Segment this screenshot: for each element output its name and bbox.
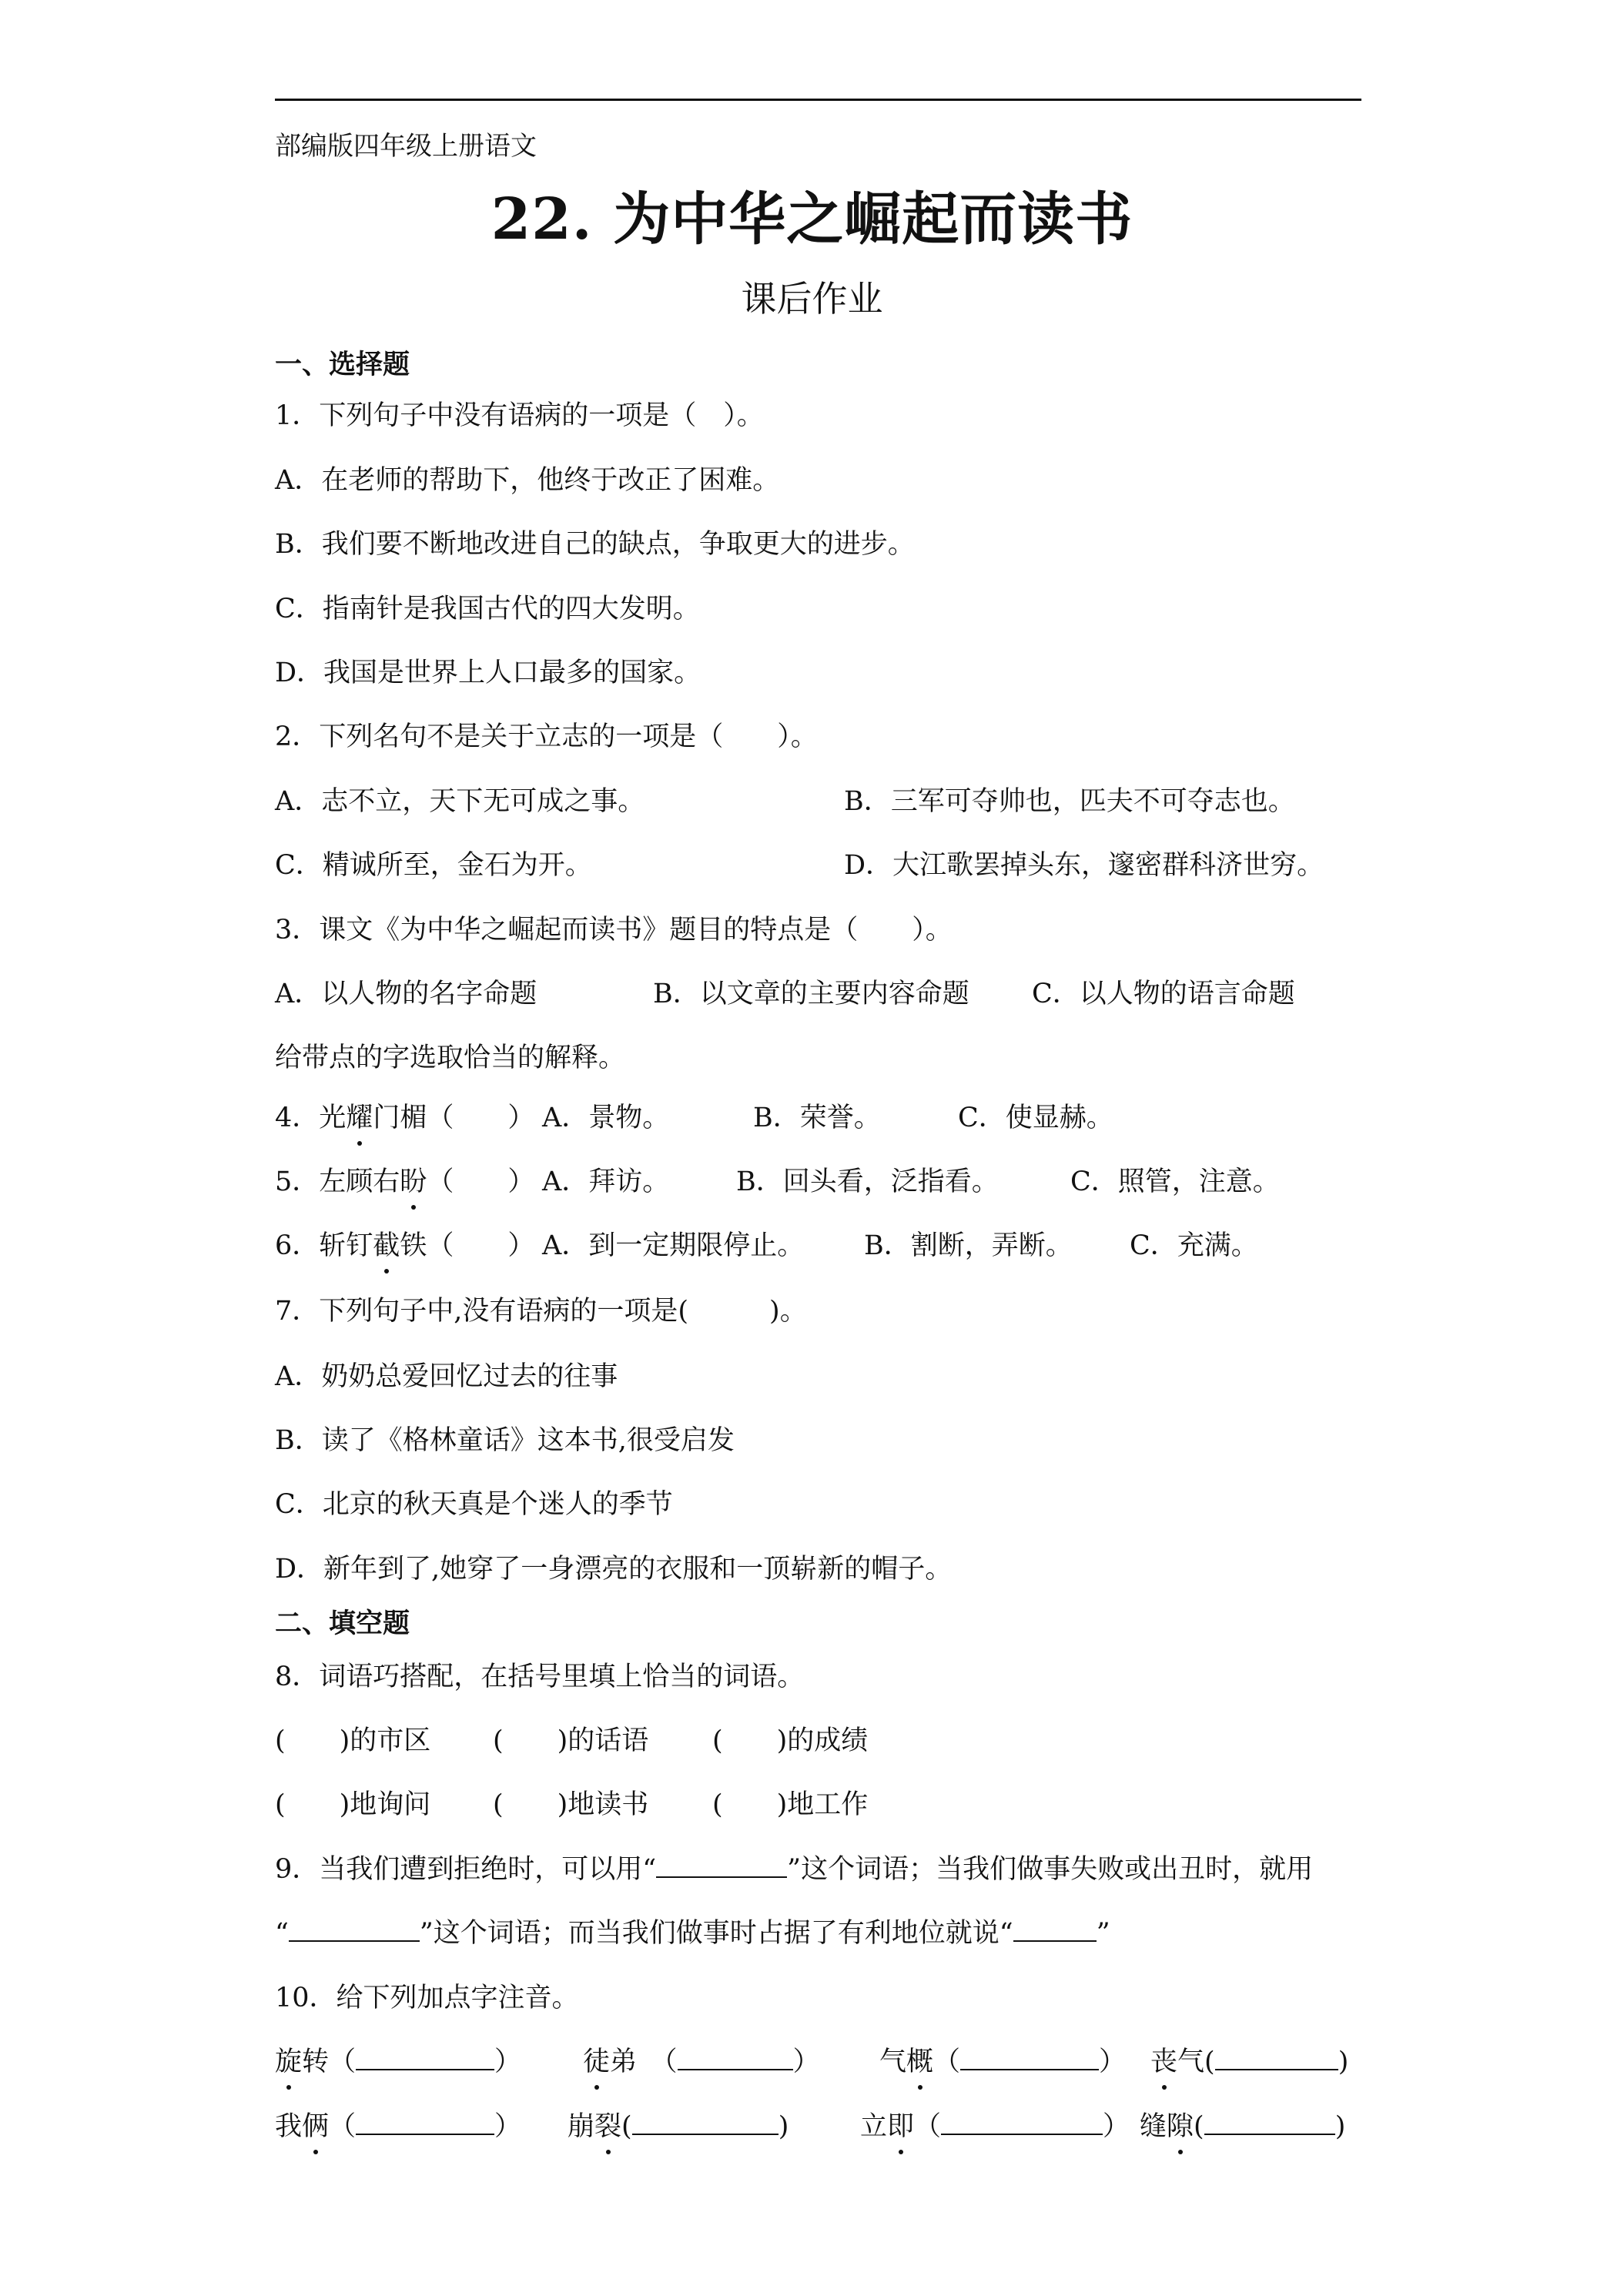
- paren-open: （: [664, 2047, 678, 2077]
- question-8-item-4: ( )地询问: [275, 1789, 431, 1820]
- question-2-option-b: B．三军可夺帅也，匹夫不可夺志也。: [844, 786, 1295, 817]
- paren-close: ): [778, 2111, 789, 2142]
- question-7-stem: 7．下列句子中,没有语病的一项是( )。: [275, 1296, 807, 1327]
- question-4-option-c: C．使显赫。: [958, 1103, 1113, 1133]
- paren-open: (: [1204, 2047, 1215, 2077]
- question-1-option-b: B．我们要不断地改进自己的缺点，争取更大的进步。: [275, 529, 915, 560]
- paren-close: ): [1338, 2047, 1349, 2077]
- question-9-text-5: ”: [1096, 1918, 1110, 1949]
- question-3-stem: 3．课文《为中华之崛起而读书》题目的特点是（ ）。: [275, 915, 953, 946]
- question-8-item-5: ( )地读书: [493, 1789, 649, 1820]
- question-8-item-3: ( )的成绩: [712, 1725, 869, 1756]
- page-subtitle: 课后作业: [741, 278, 883, 320]
- question-10-word-part: 气: [879, 2047, 907, 2077]
- question-6-option-b: B．割断，弄断。: [864, 1230, 1073, 1261]
- question-8-item-6: ( )地工作: [712, 1789, 869, 1820]
- section-title-fill: 二、填空题: [275, 1608, 410, 1639]
- question-5-option-b: B．回头看，泛指看。: [736, 1166, 999, 1197]
- question-5-word-rest: （ ）: [427, 1166, 535, 1197]
- paren-open: （: [329, 2111, 357, 2142]
- question-6-word-rest: 铁（ ）: [400, 1230, 535, 1261]
- paren-open: （: [914, 2111, 942, 2142]
- pinyin-blank[interactable]: [960, 2046, 1099, 2070]
- pinyin-blank[interactable]: [632, 2110, 779, 2135]
- question-10-item-6: [568, 2105, 789, 2144]
- question-3-option-a: A．以人物的名字命题: [275, 979, 537, 1009]
- question-10-dotted-char: 即: [887, 2105, 914, 2144]
- question-2-stem: 2．下列名句不是关于立志的一项是（ ）。: [275, 721, 818, 752]
- pinyin-blank[interactable]: [941, 2110, 1103, 2135]
- question-6-dotted-char: 截: [373, 1224, 400, 1263]
- question-6-number: 6．: [275, 1230, 320, 1261]
- question-6-stem: [275, 1224, 534, 1263]
- question-3-option-b: B．以文章的主要内容命题: [653, 979, 969, 1009]
- pinyin-blank[interactable]: [678, 2046, 793, 2070]
- question-5-word-part: 左顾右: [319, 1166, 400, 1197]
- paren-close: ）: [494, 2111, 522, 2142]
- page-title: 22. 为中华之崛起而读书: [491, 186, 1133, 253]
- question-10-word-rest: 气: [1177, 2047, 1205, 2077]
- question-7-option-c: C．北京的秋天真是个迷人的季节: [275, 1489, 673, 1520]
- question-1-option-c: C．指南针是我国古代的四大发明。: [275, 594, 700, 624]
- question-5-number: 5．: [275, 1166, 320, 1197]
- question-2-option-a: A．志不立，天下无可成之事。: [275, 786, 645, 817]
- question-9-text-1: 9．当我们遭到拒绝时，可以用“: [275, 1854, 657, 1885]
- paren-close: ): [1334, 2111, 1346, 2142]
- question-10-word-part: 缝: [1140, 2111, 1167, 2142]
- book-label: 部编版四年级上册语文: [275, 131, 537, 162]
- question-8-item-2: ( )的话语: [493, 1725, 649, 1756]
- pinyin-blank[interactable]: [356, 2110, 494, 2135]
- question-4-dotted-char: 耀: [346, 1096, 373, 1135]
- question-8-item-1: ( )的市区: [275, 1725, 431, 1756]
- question-9-line-2: [275, 1912, 1110, 1950]
- question-4-number: 4．: [275, 1103, 320, 1133]
- question-10-word-rest: 弟: [610, 2047, 638, 2077]
- question-4-word-part: 光: [319, 1103, 347, 1133]
- paren-close: ）: [1099, 2047, 1127, 2077]
- question-10-item-8: [1140, 2105, 1345, 2144]
- question-10-dotted-char: 裂: [594, 2105, 621, 2144]
- question-9-blank-1[interactable]: [656, 1853, 787, 1878]
- dotted-char-instruction: 给带点的字选取恰当的解释。: [275, 1043, 626, 1073]
- question-9-text-4: ”这个词语；而当我们做事时占据了有利地位就说“: [419, 1918, 1013, 1949]
- question-5-stem: [275, 1160, 534, 1199]
- paren-open: (: [1194, 2111, 1204, 2142]
- question-4-word-rest: 门楣（ ）: [373, 1103, 535, 1133]
- question-10-stem: 10．给下列加点字注音。: [275, 1983, 579, 2013]
- question-10-dotted-char: 徒: [583, 2040, 610, 2079]
- question-2-option-d: D．大江歌罢掉头东，邃密群科济世穷。: [844, 850, 1324, 881]
- question-4-stem: [275, 1096, 534, 1135]
- question-5-option-c: C．照管，注意。: [1070, 1166, 1280, 1197]
- question-7-option-d: D．新年到了,她穿了一身漂亮的衣服和一顶崭新的帽子。: [275, 1554, 953, 1585]
- question-10-word-part: 立: [860, 2111, 888, 2142]
- question-10-item-5: [275, 2105, 521, 2144]
- question-10-dotted-char: 隙: [1167, 2105, 1194, 2144]
- question-9-line-1: [275, 1848, 1313, 1886]
- question-3-option-c: C．以人物的语言命题: [1032, 979, 1295, 1009]
- question-5-option-a: A．拜访。: [542, 1166, 670, 1197]
- question-5-dotted-char: 盼: [400, 1160, 427, 1199]
- paren-open: (: [621, 2111, 632, 2142]
- question-6-option-a: A．到一定期限停止。: [542, 1230, 805, 1261]
- question-10-item-1: [275, 2040, 521, 2079]
- paren-close: ）: [1103, 2111, 1130, 2142]
- question-2-option-c: C．精诚所至，金石为开。: [275, 850, 592, 881]
- paren-open: （: [329, 2047, 357, 2077]
- paren-close: ）: [494, 2047, 522, 2077]
- paren-open: （: [933, 2047, 961, 2077]
- question-1-option-a: A．在老师的帮助下，他终于改正了困难。: [275, 465, 780, 496]
- question-6-word-part: 斩钉: [319, 1230, 373, 1261]
- question-9-blank-3[interactable]: [1013, 1917, 1097, 1942]
- question-10-word-part: 崩: [568, 2111, 595, 2142]
- header-rule: [275, 99, 1361, 101]
- question-10-item-4: [1150, 2040, 1348, 2079]
- question-1-option-d: D．我国是世界上人口最多的国家。: [275, 658, 702, 688]
- question-10-word-rest: 转: [302, 2047, 330, 2077]
- question-10-dotted-char: 俩: [302, 2105, 329, 2144]
- paren-close: ）: [792, 2047, 820, 2077]
- question-8-stem: 8．词语巧搭配，在括号里填上恰当的词语。: [275, 1662, 805, 1692]
- question-7-option-a: A．奶奶总爱回忆过去的往事: [275, 1361, 618, 1392]
- question-9-blank-2[interactable]: [289, 1917, 420, 1942]
- question-4-option-a: A．景物。: [542, 1103, 670, 1133]
- pinyin-blank[interactable]: [1215, 2046, 1338, 2070]
- question-10-word-part: 我: [275, 2111, 303, 2142]
- question-4-option-b: B．荣誉。: [753, 1103, 881, 1133]
- question-10-item-3: [879, 2040, 1126, 2079]
- question-10-dotted-char: 丧: [1150, 2040, 1177, 2079]
- pinyin-blank[interactable]: [356, 2046, 494, 2070]
- pinyin-blank[interactable]: [1204, 2110, 1335, 2135]
- question-9-text-2: ”这个词语；当我们做事失败或出丑时，就用: [787, 1854, 1314, 1885]
- section-title-choice: 一、选择题: [275, 349, 410, 380]
- question-1-stem: 1．下列句子中没有语病的一项是（ ）。: [275, 400, 764, 431]
- question-10-dotted-char: 旋: [275, 2040, 302, 2079]
- question-10-item-7: [860, 2105, 1130, 2144]
- question-7-option-b: B．读了《格林童话》这本书,很受启发: [275, 1425, 735, 1456]
- question-9-text-3: “: [275, 1918, 289, 1949]
- question-10-dotted-char: 概: [906, 2040, 933, 2079]
- question-6-option-c: C．充满。: [1130, 1230, 1258, 1261]
- question-10-item-2: [583, 2040, 820, 2079]
